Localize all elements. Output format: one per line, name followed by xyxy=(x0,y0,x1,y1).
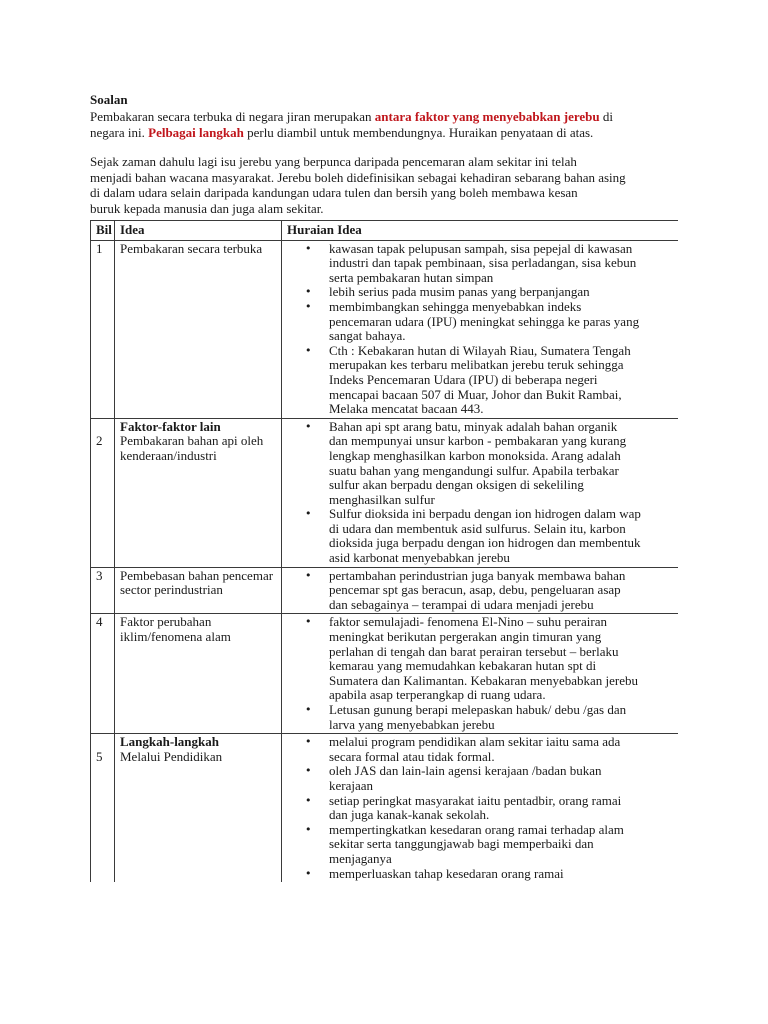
question-line-2-post: perlu diambil untuk membendungnya. Huraikan penyataan di atas. xyxy=(243,124,594,140)
idea-text: Pembakaran bahan api oleh kenderaan/industri xyxy=(120,433,264,463)
idea-cell xyxy=(115,614,282,734)
list-item: • pertambahan perindustrian juga banyak membawa bahan pencemar spt gas beracun, asap, debu, pengeluaran asap dan sebagainya – terampai di udara menjadi jerebu xyxy=(287,569,678,613)
idea-text: Pembebasan bahan pencemar sector perindustrian xyxy=(120,567,274,598)
header-idea: Idea xyxy=(115,221,282,241)
intro-paragraph xyxy=(90,154,768,216)
list-item: • melalui program pendidikan alam sekitar iaitu sama ada secara formal atau tidak formal. xyxy=(287,735,678,764)
row-number: 1 xyxy=(91,240,115,418)
idea-heading: Faktor-faktor lain xyxy=(120,418,221,434)
list-item: • memperluaskan tahap kesedaran orang ramai xyxy=(287,867,678,882)
row-number: 4 xyxy=(91,614,115,734)
row-number: 3 xyxy=(91,567,115,614)
table-row xyxy=(91,567,679,614)
list-item: • Cth : Kebakaran hutan di Wilayah Riau, Sumatera Tengah merupakan kes terbaru melibatkan jerebu teruk sehingga Indeks Pencemaran Udara (IPU) di beberapa negeri mencapai bacaan 507 di Muar, Johor dan Bukit Rambai, Melaka mencatat bacaan 443. xyxy=(287,344,678,417)
intro-line: Sejak zaman dahulu lagi isu jerebu yang berpunca daripada pencemaran alam sekitar ini telah xyxy=(90,154,577,169)
intro-line: buruk kepada manusia dan juga alam sekitar. xyxy=(90,200,324,216)
idea-text: Faktor perubahan iklim/fenomena alam xyxy=(120,614,231,645)
table-row xyxy=(91,734,679,882)
huraian-cell xyxy=(282,734,679,882)
table-row xyxy=(91,418,679,567)
header-bil: Bil xyxy=(91,221,115,241)
table-header-row xyxy=(91,221,679,241)
huraian-cell xyxy=(282,418,679,567)
intro-line: di dalam udara selain daripada kandungan udara tulen dan bersih yang boleh membawa kesan xyxy=(90,185,578,200)
huraian-cell xyxy=(282,240,679,418)
document-content xyxy=(90,92,768,882)
list-item: • Bahan api spt arang batu, minyak adalah bahan organik dan mempunyai unsur karbon - pembakaran yang kurang lengkap menghasilkan karbon monoksida. Arang adalah suatu bahan yang mengandungi sulfur. Apabila terbakar sulfur akan berpadu dengan oksigen di sekeliling menghasilkan sulfur xyxy=(287,420,678,508)
question-line-2 xyxy=(90,125,768,141)
huraian-cell xyxy=(282,614,679,734)
question-line-2-pre: negara ini. xyxy=(90,124,149,140)
list-item: • Sulfur dioksida ini berpadu dengan ion hidrogen dalam wap di udara dan membentuk asid sulfurus. Selain itu, karbon dioksida juga berpadu dengan ion hidrogen dan membentuk asid karbonat menyebabkan jerebu xyxy=(287,507,678,565)
idea-text: Pembakaran secara terbuka xyxy=(120,240,263,256)
intro-line: menjadi bahan wacana masyarakat. Jerebu boleh didefinisikan sebagai kehadiran sebarang bahan asing xyxy=(90,169,626,185)
question-title: Soalan xyxy=(90,92,128,107)
idea-cell xyxy=(115,418,282,567)
question-line-1-pre: Pembakaran secara terbuka di negara jiran merupakan xyxy=(90,109,375,124)
question-line-1-post: di xyxy=(599,109,614,124)
table-row xyxy=(91,614,679,734)
table-row xyxy=(91,240,679,418)
list-item: • oleh JAS dan lain-lain agensi kerajaan /badan bukan kerajaan xyxy=(287,764,678,793)
idea-text: Melalui Pendidikan xyxy=(120,748,223,764)
idea-cell xyxy=(115,240,282,418)
row-number: 5 xyxy=(96,748,103,764)
row-number-cell xyxy=(91,734,115,882)
huraian-cell xyxy=(282,567,679,614)
header-huraian: Huraian Idea xyxy=(282,221,679,241)
question-line-1 xyxy=(90,109,768,125)
list-item: • Letusan gunung berapi melepaskan habuk/ debu /gas dan larva yang menyebabkan jerebu xyxy=(287,703,678,732)
idea-cell xyxy=(115,734,282,882)
list-item: • setiap peringkat masyarakat iaitu pentadbir, orang ramai dan juga kanak-kanak sekolah. xyxy=(287,794,678,823)
list-item: • kawasan tapak pelupusan sampah, sisa pepejal di kawasan industri dan tapak pembinaan, sisa perladangan, sisa kebun serta pembakaran hutan simpan xyxy=(287,242,678,286)
list-item: • faktor semulajadi- fenomena El-Nino – suhu perairan meningkat berikutan pergerakan angin timuran yang perlahan di tengah dan barat perairan tersebut – berlaku kemarau yang memudahkan kebakaran hutan spt di Sumatera dan Kalimantan. Kebakaran menyebabkan jerebu apabila asap terperangkap di ruang udara. xyxy=(287,615,678,703)
list-item: • mempertingkatkan kesedaran orang ramai terhadap alam sekitar serta tanggungjawab bagi memperbaiki dan menjaganya xyxy=(287,823,678,867)
idea-cell xyxy=(115,567,282,614)
ideas-table xyxy=(90,220,678,882)
question-highlight-1: antara faktor yang menyebabkan jerebu xyxy=(374,109,600,124)
idea-heading: Langkah-langkah xyxy=(120,734,219,750)
list-item: • membimbangkan sehingga menyebabkan indeks pencemaran udara (IPU) meningkat sehingga ke paras yang sangat bahaya. xyxy=(287,300,678,344)
question-highlight-2: Pelbagai langkah xyxy=(148,124,244,140)
row-number-cell xyxy=(91,418,115,567)
row-number: 2 xyxy=(96,433,103,449)
list-item: • lebih serius pada musim panas yang berpanjangan xyxy=(287,285,678,300)
